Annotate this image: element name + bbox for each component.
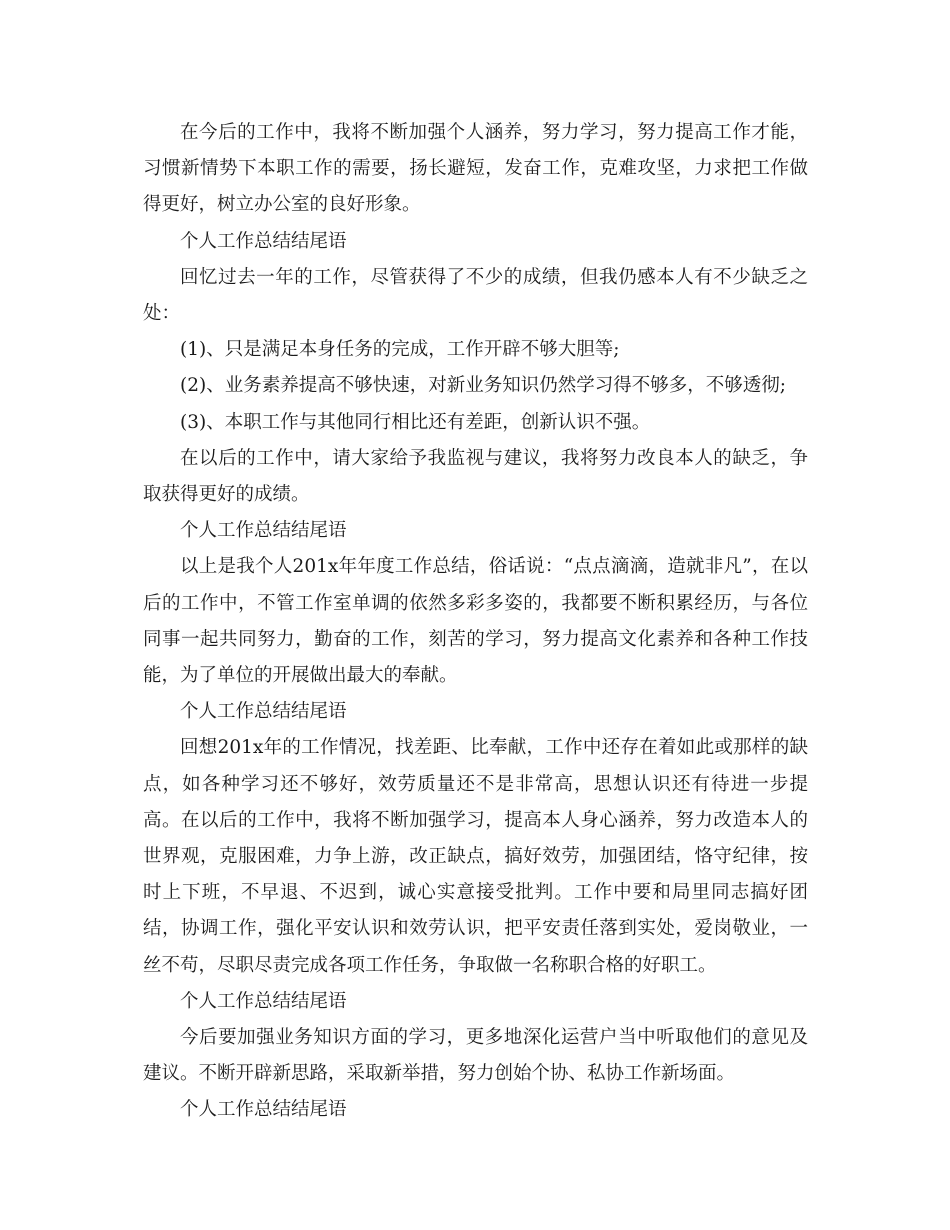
list-item: (2)、业务素养提高不够快速，对新业务知识仍然学习得不够多，不够透彻;	[180, 375, 786, 397]
paragraph: 以上是我个人201x年年度工作总结，俗话说：“点点滴滴，造就非凡”，在以后的工作中，不管工作室单调的依然多彩多姿的，我都要不断积累经历，与各位同事一起共同努力，勤奋的工作，刻苦的学习，努力提高文化素养和各种工作技能，为了单位的开展做出最大的奉献。	[143, 556, 808, 687]
paragraph: 今后要加强业务知识方面的学习，更多地深化运营户当中听取他们的意见及建议。不断开辟新思路，采取新举措，努力创始个协、私协工作新场面。	[143, 1027, 808, 1085]
section-heading: 个人工作总结结尾语	[180, 990, 347, 1012]
paragraph: 回忆过去一年的工作，尽管获得了不少的成绩，但我仍感本人有不少缺乏之处：	[143, 266, 808, 325]
paragraph: 回想201x年的工作情况，找差距、比奉献，工作中还存在着如此或那样的缺点，如各种学习还不够好，效劳质量还不是非常高，思想认识还有待进一步提高。在以后的工作中，我将不断加强学习，提高本人身心涵养，努力改造本人的世界观，克服困难，力争上游，改正缺点，搞好效劳，加强团结，恪守纪律，按时上下班，不早退、不迟到，诚心实意接受批判。工作中要和局里同志搞好团结，协调工作，强化平安认识和效劳认识，把平安责任落到实处，爱岗敬业，一丝不苟，尽职尽责完成各项工作任务，争取做一名称职合格的好职工。	[143, 737, 808, 976]
list-item: (1)、只是满足本身任务的完成，工作开辟不够大胆等;	[180, 339, 620, 361]
section-heading: 个人工作总结结尾语	[180, 701, 347, 723]
paragraph: 在今后的工作中，我将不断加强个人涵养，努力学习，努力提高工作才能，习惯新情势下本职工作的需要，扬长避短，发奋工作，克难攻坚，力求把工作做得更好，树立办公室的良好形象。	[143, 122, 808, 216]
paragraph: 在以后的工作中，请大家给予我监视与建议，我将努力改良本人的缺乏，争取获得更好的成绩。	[143, 447, 808, 506]
section-heading: 个人工作总结结尾语	[180, 520, 347, 542]
document-body	[143, 115, 808, 1129]
section-heading: 个人工作总结结尾语	[180, 1099, 347, 1121]
list-item: (3)、本职工作与其他同行相比还有差距，创新认识不强。	[180, 411, 651, 433]
section-heading: 个人工作总结结尾语	[180, 230, 347, 252]
